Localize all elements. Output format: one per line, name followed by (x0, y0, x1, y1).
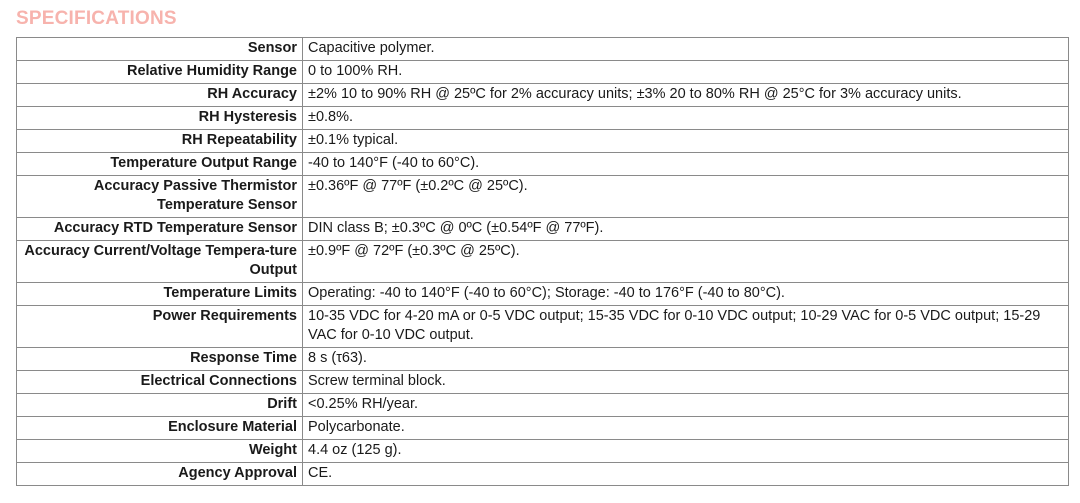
spec-value: 0 to 100% RH. (303, 61, 1069, 84)
spec-value: 8 s (τ63). (303, 348, 1069, 371)
spec-row (17, 241, 1069, 283)
spec-row (17, 176, 1069, 218)
spec-label: Accuracy RTD Temperature Sensor (17, 218, 303, 241)
spec-row (17, 306, 1069, 348)
spec-value: Polycarbonate. (303, 417, 1069, 440)
spec-row (17, 440, 1069, 463)
spec-value: <0.25% RH/year. (303, 394, 1069, 417)
spec-row (17, 61, 1069, 84)
spec-label: Weight (17, 440, 303, 463)
spec-row (17, 130, 1069, 153)
spec-value: Capacitive polymer. (303, 38, 1069, 61)
spec-row (17, 107, 1069, 130)
spec-value: ±0.36ºF @ 77ºF (±0.2ºC @ 25ºC). (303, 176, 1069, 218)
spec-value: 10-35 VDC for 4-20 mA or 0-5 VDC output; 15-35 VDC for 0-10 VDC output; 10-29 VAC for 0-5 VDC output; 15-29 VAC for 0-10 VDC output. (303, 306, 1069, 348)
spec-label: Agency Approval (17, 463, 303, 486)
spec-row (17, 348, 1069, 371)
spec-value: 4.4 oz (125 g). (303, 440, 1069, 463)
spec-value: Screw terminal block. (303, 371, 1069, 394)
spec-label: Temperature Output Range (17, 153, 303, 176)
spec-value: -40 to 140°F (-40 to 60°C). (303, 153, 1069, 176)
spec-label: Drift (17, 394, 303, 417)
spec-row (17, 283, 1069, 306)
spec-label: Relative Humidity Range (17, 61, 303, 84)
spec-row (17, 84, 1069, 107)
spec-value: ±0.1% typical. (303, 130, 1069, 153)
spec-row (17, 153, 1069, 176)
spec-label: Electrical Connections (17, 371, 303, 394)
spec-label: Sensor (17, 38, 303, 61)
spec-value: ±2% 10 to 90% RH @ 25ºC for 2% accuracy units; ±3% 20 to 80% RH @ 25°C for 3% accuracy units. (303, 84, 1069, 107)
spec-label: RH Accuracy (17, 84, 303, 107)
spec-label: Power Requirements (17, 306, 303, 348)
spec-row (17, 394, 1069, 417)
spec-label: Enclosure Material (17, 417, 303, 440)
spec-value: ±0.8%. (303, 107, 1069, 130)
section-heading: SPECIFICATIONS (16, 8, 177, 29)
spec-value: ±0.9ºF @ 72ºF (±0.3ºC @ 25ºC). (303, 241, 1069, 283)
spec-label: Accuracy Passive Thermistor Temperature Sensor (17, 176, 303, 218)
spec-value: CE. (303, 463, 1069, 486)
spec-label: RH Hysteresis (17, 107, 303, 130)
spec-label: Temperature Limits (17, 283, 303, 306)
spec-label: Accuracy Current/Voltage Tempera-ture Output (17, 241, 303, 283)
spec-row (17, 38, 1069, 61)
spec-label: Response Time (17, 348, 303, 371)
spec-row (17, 371, 1069, 394)
spec-label: RH Repeatability (17, 130, 303, 153)
spec-value: Operating: -40 to 140°F (-40 to 60°C); Storage: -40 to 176°F (-40 to 80°C). (303, 283, 1069, 306)
spec-value: DIN class B; ±0.3ºC @ 0ºC (±0.54ºF @ 77ºF). (303, 218, 1069, 241)
spec-row (17, 218, 1069, 241)
spec-row (17, 463, 1069, 486)
specifications-table-body (17, 38, 1069, 486)
spec-row (17, 417, 1069, 440)
specifications-table (16, 37, 1069, 486)
